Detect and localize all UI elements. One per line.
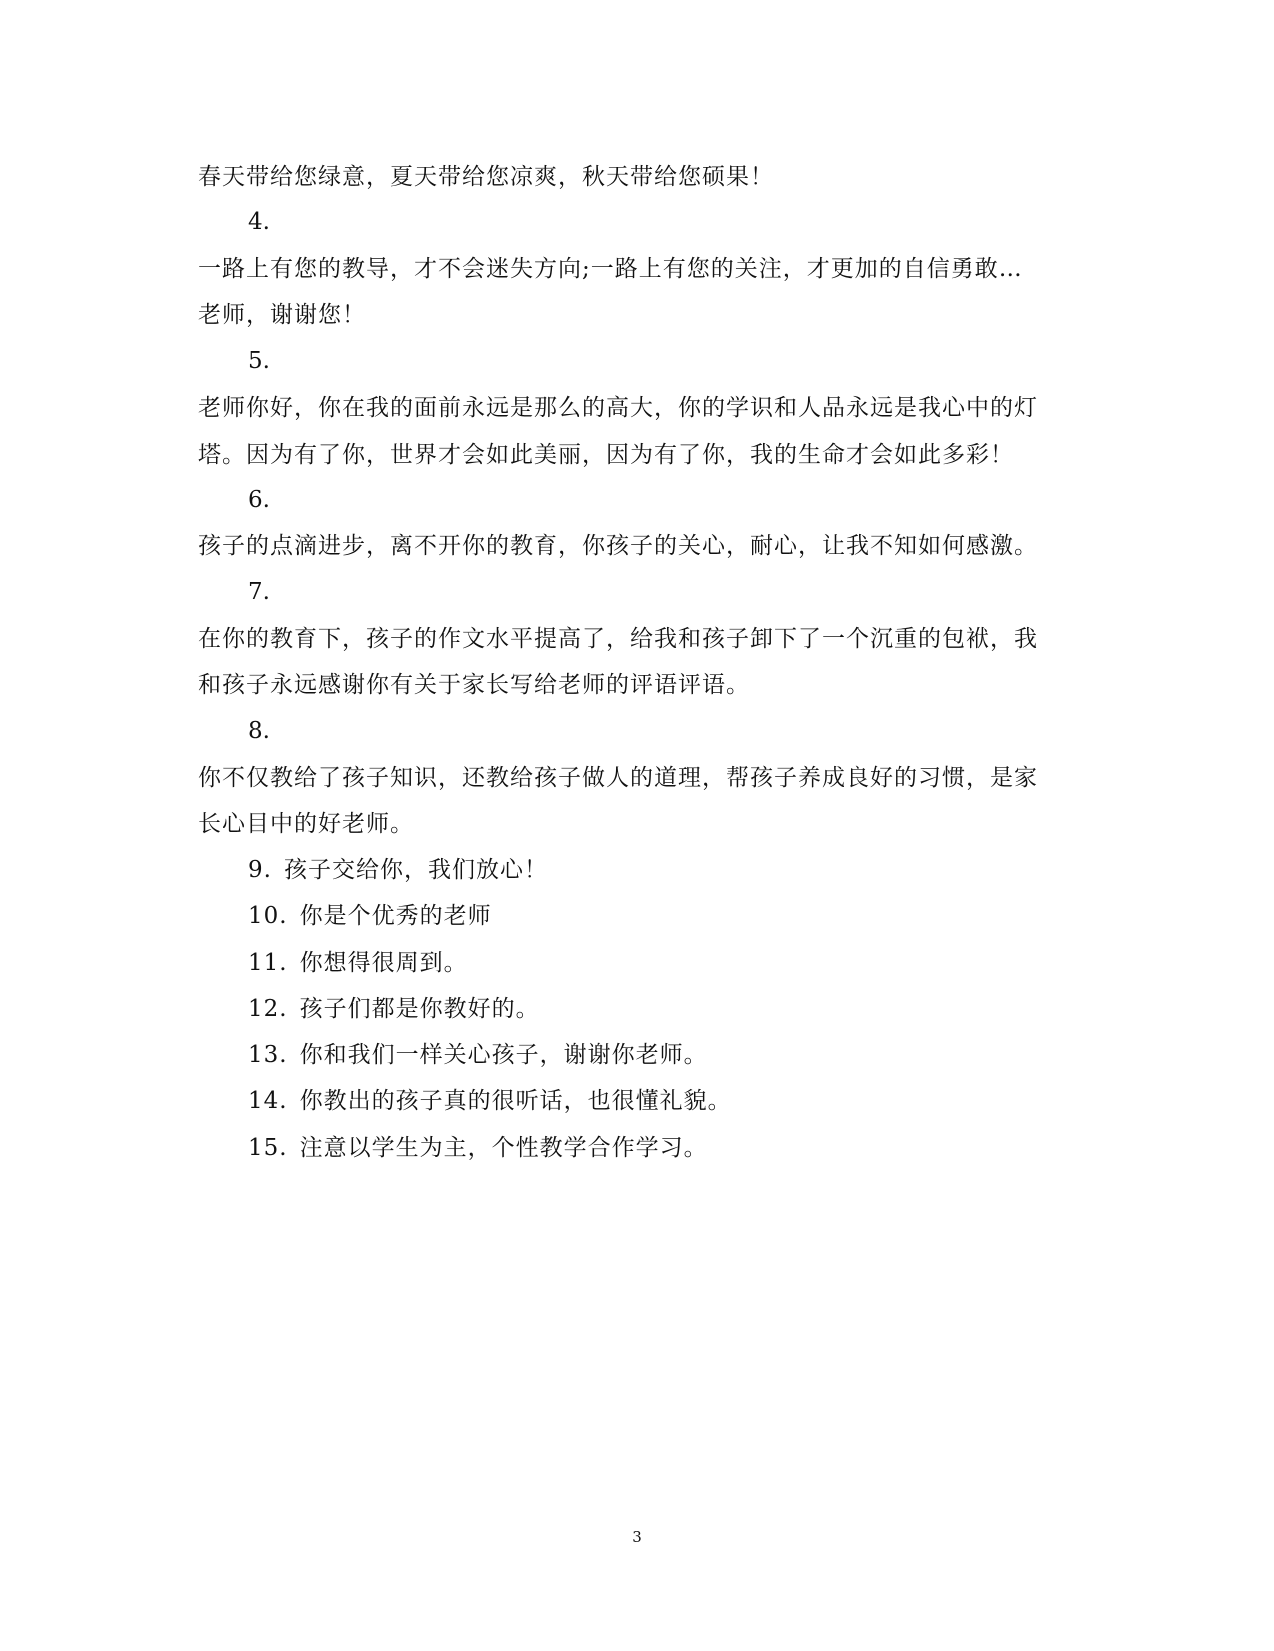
item-number: 6. [248,487,270,513]
list-item [248,948,468,978]
item-number: 7. [248,579,270,605]
list-item-number: 10. [248,903,288,929]
list-item-text: 你和我们一样关心孩子，谢谢你老师。 [299,1042,708,1068]
paragraph-line: 塔。因为有了你，世界才会如此美丽，因为有了你，我的生命才会如此多彩！ [198,442,1014,468]
paragraph-line: 春天带给您绿意，夏天带给您凉爽，秋天带给您硕果！ [198,164,774,190]
list-item [248,1086,732,1116]
list-item-text: 注意以学生为主，个性教学合作学习。 [299,1135,708,1161]
paragraph-line: 在你的教育下，孩子的作文水平提高了，给我和孩子卸下了一个沉重的包袱，我 [198,626,1038,652]
list-item-number: 14. [248,1088,288,1114]
list-item-number: 11. [248,950,288,976]
list-item [248,901,492,931]
paragraph-line: 和孩子永远感谢你有关于家长写给老师的评语评语。 [198,672,750,698]
list-item-number: 13. [248,1042,288,1068]
list-item [248,994,540,1024]
item-number: 5. [248,348,270,374]
paragraph-line: 老师你好，你在我的面前永远是那么的高大，你的学识和人品永远是我心中的灯 [198,395,1038,421]
item-number: 4. [248,209,270,235]
list-item-text: 孩子交给你，我们放心！ [283,857,548,883]
paragraph-line: 孩子的点滴进步，离不开你的教育，你孩子的关心，耐心，让我不知如何感激。 [198,533,1038,559]
list-item-number: 15. [248,1135,288,1161]
page-number: 3 [632,1528,642,1546]
list-item-number: 9. [248,857,272,883]
list-item-text: 你是个优秀的老师 [299,903,492,929]
paragraph-line: 你不仅教给了孩子知识，还教给孩子做人的道理，帮孩子养成良好的习惯，是家 [198,765,1038,791]
item-number: 8. [248,718,270,744]
paragraph-line: 一路上有您的教导，才不会迷失方向;一路上有您的关注，才更加的自信勇敢… [198,256,1023,282]
paragraph-line: 老师，谢谢您！ [198,302,366,328]
list-item [248,1040,708,1070]
list-item-text: 孩子们都是你教好的。 [299,996,540,1022]
list-item [248,1133,708,1163]
list-item-text: 你想得很周到。 [299,950,468,976]
list-item [248,855,548,885]
paragraph-line: 长心目中的好老师。 [198,811,414,837]
list-item-number: 12. [248,996,288,1022]
list-item-text: 你教出的孩子真的很听话，也很懂礼貌。 [299,1088,732,1114]
